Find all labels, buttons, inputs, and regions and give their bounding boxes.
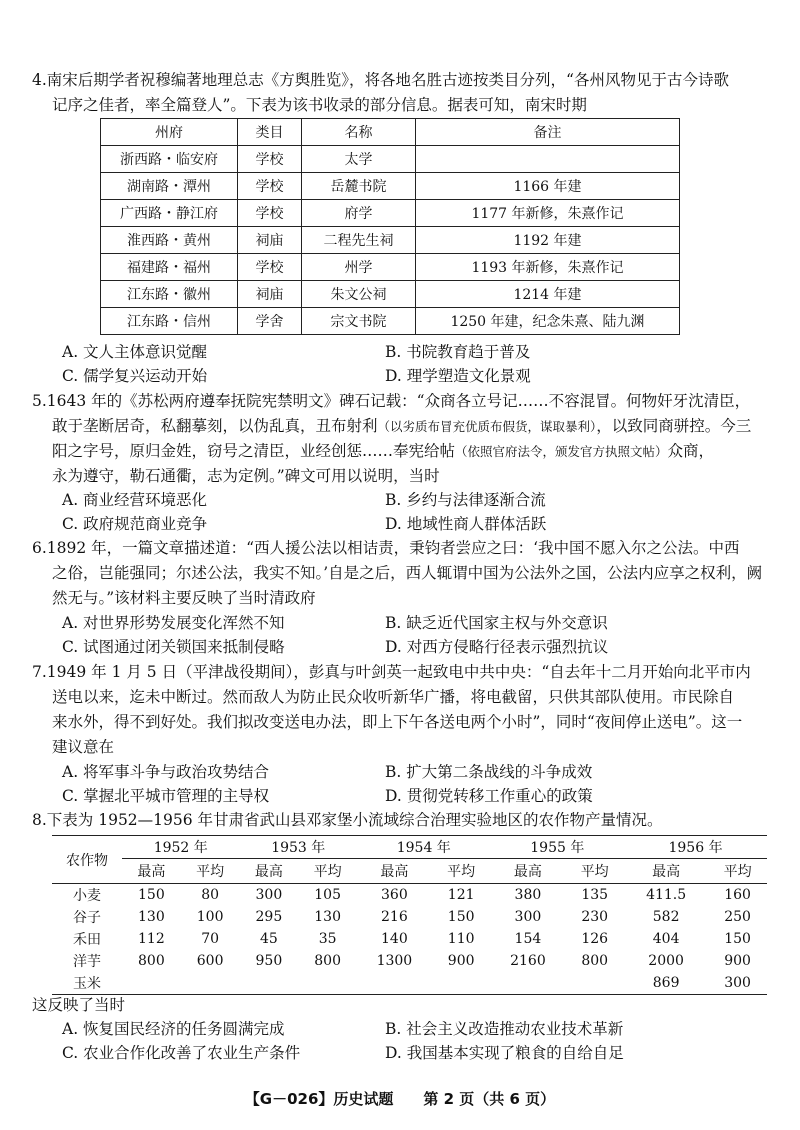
q4-table-row (101, 254, 680, 281)
q8-yield-cell (491, 972, 566, 995)
q8-subheader-max: 最高 (624, 859, 708, 884)
q8-subheader-max: 最高 (357, 859, 432, 884)
q4-th-3: 备注 (416, 119, 680, 146)
page-footer: 【G－026】历史试题 第 2 页（共 6 页） (244, 1090, 556, 1108)
q4-cell: 太学 (302, 146, 416, 173)
q4-cell: 学校 (238, 200, 302, 227)
q8-yield-cell: 600 (196, 953, 224, 969)
q5-line3-note: （依照官府法令，颁发官方执照文帖） (455, 444, 668, 459)
q5-option-c[interactable]: C. 政府规范商业竞争 (62, 515, 208, 533)
q8-yield-cell: 105 (314, 887, 341, 903)
q4-th-1: 类目 (238, 119, 302, 146)
q8-yield-cell: 35 (318, 931, 337, 947)
q8-yield-cell: 411.5 (646, 887, 687, 903)
q4-cell: 岳麓书院 (302, 173, 416, 200)
q4-th-2: 名称 (302, 119, 416, 146)
q5-option-d[interactable]: D. 地域性商人群体活跃 (385, 515, 547, 533)
q4-option-b[interactable]: B. 书院教育趋于普及 (385, 343, 531, 361)
q8-yield-cell: 216 (381, 909, 408, 925)
q7-option-a[interactable]: A. 将军事斗争与政治攻势结合 (62, 763, 270, 781)
q8-yield-cell: 150 (724, 931, 751, 947)
q8-yield-cell: 360 (381, 887, 408, 903)
q8-yield-cell: 140 (381, 931, 408, 947)
q8-yield-cell: 126 (581, 931, 609, 947)
q4-cell: 祠庙 (238, 227, 302, 254)
q8-yield-cell: 800 (581, 953, 609, 969)
q8-year-1956: 1956 年 (624, 836, 767, 859)
q4-table (100, 118, 680, 335)
q6-option-c[interactable]: C. 试图通过闭关锁国来抵制侵略 (62, 638, 285, 656)
q4-option-c[interactable]: C. 儒学复兴运动开始 (62, 367, 208, 385)
q8-yield-cell: 800 (138, 953, 165, 969)
q8-yield-cell: 80 (201, 887, 220, 903)
q8-option-b[interactable]: B. 社会主义改造推动农业技术革新 (385, 1020, 624, 1038)
q8-stem-line2: 这反映了当时 (32, 996, 126, 1014)
q4-cell: 1192 年建 (416, 227, 680, 254)
q8-yield-cell: 130 (138, 909, 165, 925)
q8-subheader-avg: 平均 (432, 859, 491, 884)
q4-cell: 宗文书院 (302, 308, 416, 335)
q7-stem-line1: 7.1949 年 1 月 5 日（平津战役期间），彭真与叶剑英一起致电中共中央：“自去年十二月开始向北平市内 (32, 663, 751, 681)
q8-yield-cell (432, 972, 491, 995)
q8-yield-cell: 110 (447, 931, 475, 947)
q4-cell: 州学 (302, 254, 416, 281)
q4-cell: 浙西路・临安府 (101, 146, 238, 173)
q8-yield-cell: 130 (314, 909, 341, 925)
q4-cell: 福建路・福州 (101, 254, 238, 281)
q4-table-row (101, 146, 680, 173)
q8-yield-cell: 45 (259, 931, 278, 947)
q8-table-row (52, 906, 767, 928)
q8-crop-name: 小麦 (73, 888, 101, 904)
q8-yield-cell: 404 (652, 931, 680, 947)
q8-table-row (52, 928, 767, 950)
q5-option-b[interactable]: B. 乡约与法律逐渐合流 (385, 491, 546, 509)
q4-cell: 1214 年建 (416, 281, 680, 308)
q8-yield-cell: 2000 (648, 953, 684, 969)
q4-table-row (101, 200, 680, 227)
q8-table-row (52, 950, 767, 972)
q8-option-a[interactable]: A. 恢复国民经济的任务圆满完成 (62, 1020, 285, 1038)
q8-table (52, 835, 767, 995)
q5-line2-note: （以劣质布冒充优质布假货，谋取暴利） (377, 419, 597, 434)
q8-yield-cell: 135 (581, 887, 609, 903)
q4-cell (416, 146, 680, 173)
q8-yield-cell: 2160 (510, 953, 546, 969)
q8-yield-cell: 869 (624, 972, 708, 995)
q8-crop-name: 洋芋 (73, 954, 101, 970)
q8-yield-cell: 300 (255, 887, 283, 903)
q5-line3-text-end: 众商， (667, 442, 715, 460)
q4-cell: 1250 年建，纪念朱熹、陆九渊 (416, 308, 680, 335)
q8-yield-cell: 300 (514, 909, 542, 925)
q5-line3-text: 阳之字号，原归金姓，窃号之清臣，业经创惩……奉宪给帖 (52, 442, 456, 460)
q4-cell: 1177 年新修，朱熹作记 (416, 200, 680, 227)
q8-year-1954: 1954 年 (357, 836, 491, 859)
q7-option-b[interactable]: B. 扩大第二条战线的斗争成效 (385, 763, 593, 781)
q4-th-0: 州府 (101, 119, 238, 146)
q8-yield-cell: 250 (724, 909, 751, 925)
q6-option-d[interactable]: D. 对西方侵略行径表示强烈抗议 (385, 638, 609, 656)
q8-table-row (52, 884, 767, 907)
q5-stem-line4: 永为遵守，勒石通衢，志为定例。”碑文可用以说明，当时 (52, 467, 440, 485)
q4-cell: 1193 年新修，朱熹作记 (416, 254, 680, 281)
q5-stem-line1: 5.1643 年的《苏松两府遵奉抚院宪禁明文》碑石记载：“众商各立号记……不容混冒。何物奸牙沈清臣， (32, 392, 751, 410)
q8-yield-cell (240, 972, 299, 995)
q4-cell: 淮西路・黄州 (101, 227, 238, 254)
q4-cell: 湖南路・潭州 (101, 173, 238, 200)
q8-subheader-avg: 平均 (298, 859, 357, 884)
q8-year-1952: 1952 年 (122, 836, 240, 859)
q4-cell: 学校 (238, 254, 302, 281)
q8-yield-cell: 150 (447, 909, 475, 925)
q8-yield-cell: 800 (314, 953, 341, 969)
q7-option-c[interactable]: C. 掌握北平城市管理的主导权 (62, 787, 270, 805)
q4-cell: 府学 (302, 200, 416, 227)
q4-cell: 二程先生祠 (302, 227, 416, 254)
q8-yield-cell: 295 (255, 909, 283, 925)
q6-option-b[interactable]: B. 缺乏近代国家主权与外交意识 (385, 614, 608, 632)
q8-yield-cell: 900 (724, 953, 751, 969)
q8-stem-line1: 8.下表为 1952—1956 年甘肃省武山县邓家堡小流域综合治理实验地区的农作物产量情况。 (32, 811, 663, 829)
q8-yield-cell (181, 972, 240, 995)
q8-yield-cell: 300 (708, 972, 767, 995)
q5-line2-text-end: ，以致同商骈控。今三 (596, 417, 752, 435)
q4-option-a[interactable]: A. 文人主体意识觉醒 (62, 343, 208, 361)
q5-stem-line3 (52, 441, 714, 462)
q4-cell: 江东路・徽州 (101, 281, 238, 308)
q7-stem-line4: 建议意在 (52, 738, 115, 756)
q8-yield-cell: 380 (514, 887, 542, 903)
q4-cell: 祠庙 (238, 281, 302, 308)
q8-yield-cell: 230 (581, 909, 609, 925)
q5-line2-text: 敢于垄断居奇，私翻摹刻，以伪乱真，丑布射利 (52, 417, 378, 435)
q8-yield-cell (357, 972, 432, 995)
q8-yield-cell: 950 (255, 953, 283, 969)
q4-cell: 学校 (238, 173, 302, 200)
q7-option-d[interactable]: D. 贯彻党转移工作重心的政策 (385, 787, 593, 805)
q5-stem-line2 (52, 416, 751, 437)
q4-table-row (101, 281, 680, 308)
q5-option-a[interactable]: A. 商业经营环境恶化 (62, 491, 208, 509)
q8-yield-cell: 112 (138, 931, 165, 947)
q8-subheader-avg: 平均 (181, 859, 240, 884)
q8-year-1953: 1953 年 (240, 836, 358, 859)
q7-stem-line2: 送电以来，迄未中断过。然而敌人为防止民众收听新华广播，将电截留，只供其部队使用。市民除自 (52, 688, 735, 706)
q4-cell: 江东路・信州 (101, 308, 238, 335)
q8-yield-cell: 154 (514, 931, 542, 947)
q8-subheader-max: 最高 (491, 859, 566, 884)
q8-yield-cell: 1300 (376, 953, 413, 969)
q8-yield-cell: 121 (447, 887, 475, 903)
q8-yield-cell: 150 (138, 887, 165, 903)
q4-stem-line1: 4.南宋后期学者祝穆编著地理总志《方舆胜览》，将各地名胜古迹按类目分列，“各州风物见于古今诗歌 (32, 71, 729, 89)
q4-cell: 学校 (238, 146, 302, 173)
q8-yield-cell (298, 972, 357, 995)
q4-cell: 朱文公祠 (302, 281, 416, 308)
q8-option-d[interactable]: D. 我国基本实现了粮食的自给自足 (385, 1044, 624, 1062)
q8-subheader-avg: 平均 (565, 859, 624, 884)
q4-table-row (101, 308, 680, 335)
q4-option-d[interactable]: D. 理学塑造文化景观 (385, 367, 531, 385)
q8-yield-cell: 900 (447, 953, 475, 969)
q7-stem-line3: 来水外，得不到好处。我们拟改变送电办法，即上下午各送电两个小时”，同时“夜间停止送电”。这一 (52, 713, 743, 731)
q4-table-row (101, 173, 680, 200)
q6-option-a[interactable]: A. 对世界形势发展变化浑然不知 (62, 614, 285, 632)
q8-yield-cell: 582 (652, 909, 680, 925)
q6-stem-line3: 然无与。”该材料主要反映了当时清政府 (52, 589, 316, 607)
q4-stem-line2: 记序之佳者，率全篇登人”。下表为该书收录的部分信息。据表可知，南宋时期 (52, 96, 587, 114)
q8-table-row (52, 972, 767, 995)
q6-stem-line1: 6.1892 年，一篇文章描述道：“西人援公法以相诘责，秉钧者尝应之曰：‘我中国不愿入尔之公法。中西 (32, 539, 740, 557)
q8-yield-cell: 160 (724, 887, 751, 903)
q8-subheader-avg: 平均 (708, 859, 767, 884)
q8-year-1955: 1955 年 (491, 836, 625, 859)
q8-yield-cell: 70 (201, 931, 220, 947)
q8-crop-name: 谷子 (73, 910, 101, 926)
q4-table-row (101, 227, 680, 254)
q8-crop-name: 禾田 (73, 932, 101, 948)
q8-crop-name: 玉米 (52, 972, 122, 995)
q8-option-c[interactable]: C. 农业合作化改善了农业生产条件 (62, 1044, 301, 1062)
q4-cell: 1166 年建 (416, 173, 680, 200)
q4-cell: 广西路・静江府 (101, 200, 238, 227)
q8-yield-cell (122, 972, 181, 995)
q6-stem-line2: 之俗，岂能强同；尔述公法，我实不知。’自是之后，西人辄谓中国为公法外之国，公法内应享之权利，阙 (52, 564, 763, 582)
q4-cell: 学舍 (238, 308, 302, 335)
q8-table-corner: 农作物 (52, 836, 122, 884)
q8-yield-cell: 100 (196, 909, 224, 925)
q8-subheader-max: 最高 (240, 859, 299, 884)
q8-yield-cell (565, 972, 624, 995)
q8-subheader-max: 最高 (122, 859, 181, 884)
